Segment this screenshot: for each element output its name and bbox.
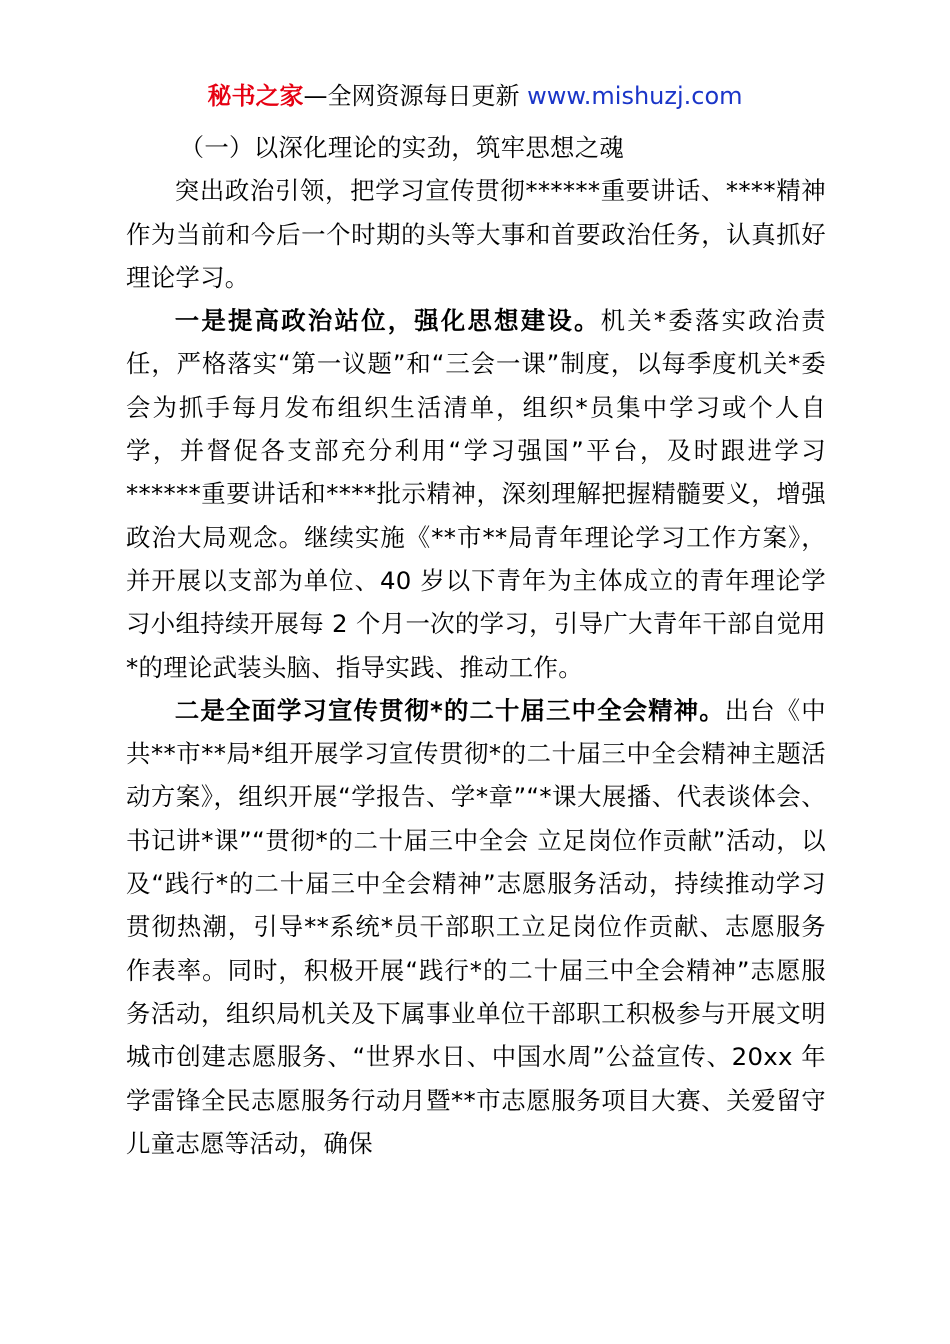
paragraph-item-2 bbox=[126, 689, 826, 1165]
intro-paragraph: 突出政治引领，把学习宣传贯彻******重要讲话、****精神作为当前和今后一个时期的头等大事和首要政治任务，认真抓好理论学习。 bbox=[126, 176, 826, 292]
item-1-body: 机关*委落实政治责任，严格落实“第一议题”和“三会一课”制度，以每季度机关*委会为抓手每月发布组织生活清单，组织*员集中学习或个人自学，并督促各支部充分利用“学习强国”平台，及时跟进学习******重要讲话和****批示精神，深刻理解把握精髓要义，增强政治大局观念。继续实施《**市**局青年理论学习工作方案》，并开展以支部为单位、40 岁以下青年为主体成立的青年理论学习小组持续开展每 2 个月一次的学习，引导广大青年干部自觉用*的理论武装头脑、指导实践、推动工作。 bbox=[126, 306, 826, 682]
site-brand: 秘书之家 bbox=[207, 82, 304, 110]
site-url[interactable]: www.mishuzj.com bbox=[527, 82, 743, 110]
section-heading: （一）以深化理论的实劲，筑牢思想之魂 bbox=[179, 133, 625, 162]
paragraph-item-1 bbox=[126, 299, 826, 689]
site-header bbox=[0, 78, 950, 114]
item-2-body: 出台《中共**市**局*组开展学习宣传贯彻*的二十届三中全会精神主题活动方案》，组织开展“学报告、学*章”“*课大展播、代表谈体会、书记讲*课”“贯彻*的二十届三中全会 立足岗位作贡献”活动，以及“践行*的二十届三中全会精神”志愿服务活动，持续推动学习贯彻热潮，引导**系统*员干部职工立足岗位作贡献、志愿服务作表率。同时，积极开展“践行*的二十届三中全会精神”志愿服务活动，组织局机关及下属事业单位干部职工积极参与开展文明城市创建志愿服务、“世界水日、中国水周”公益宣传、20xx 年学雷锋全民志愿服务行动月暨**市志愿服务项目大赛、关爱留守儿童志愿等活动，确保 bbox=[126, 695, 827, 1158]
item-2-title: 二是全面学习宣传贯彻*的二十届三中全会精神。 bbox=[174, 695, 725, 725]
site-tagline: —全网资源每日更新 bbox=[303, 82, 528, 110]
item-1-title: 一是提高政治站位，强化思想建设。 bbox=[174, 306, 601, 336]
document-body bbox=[126, 126, 826, 1165]
